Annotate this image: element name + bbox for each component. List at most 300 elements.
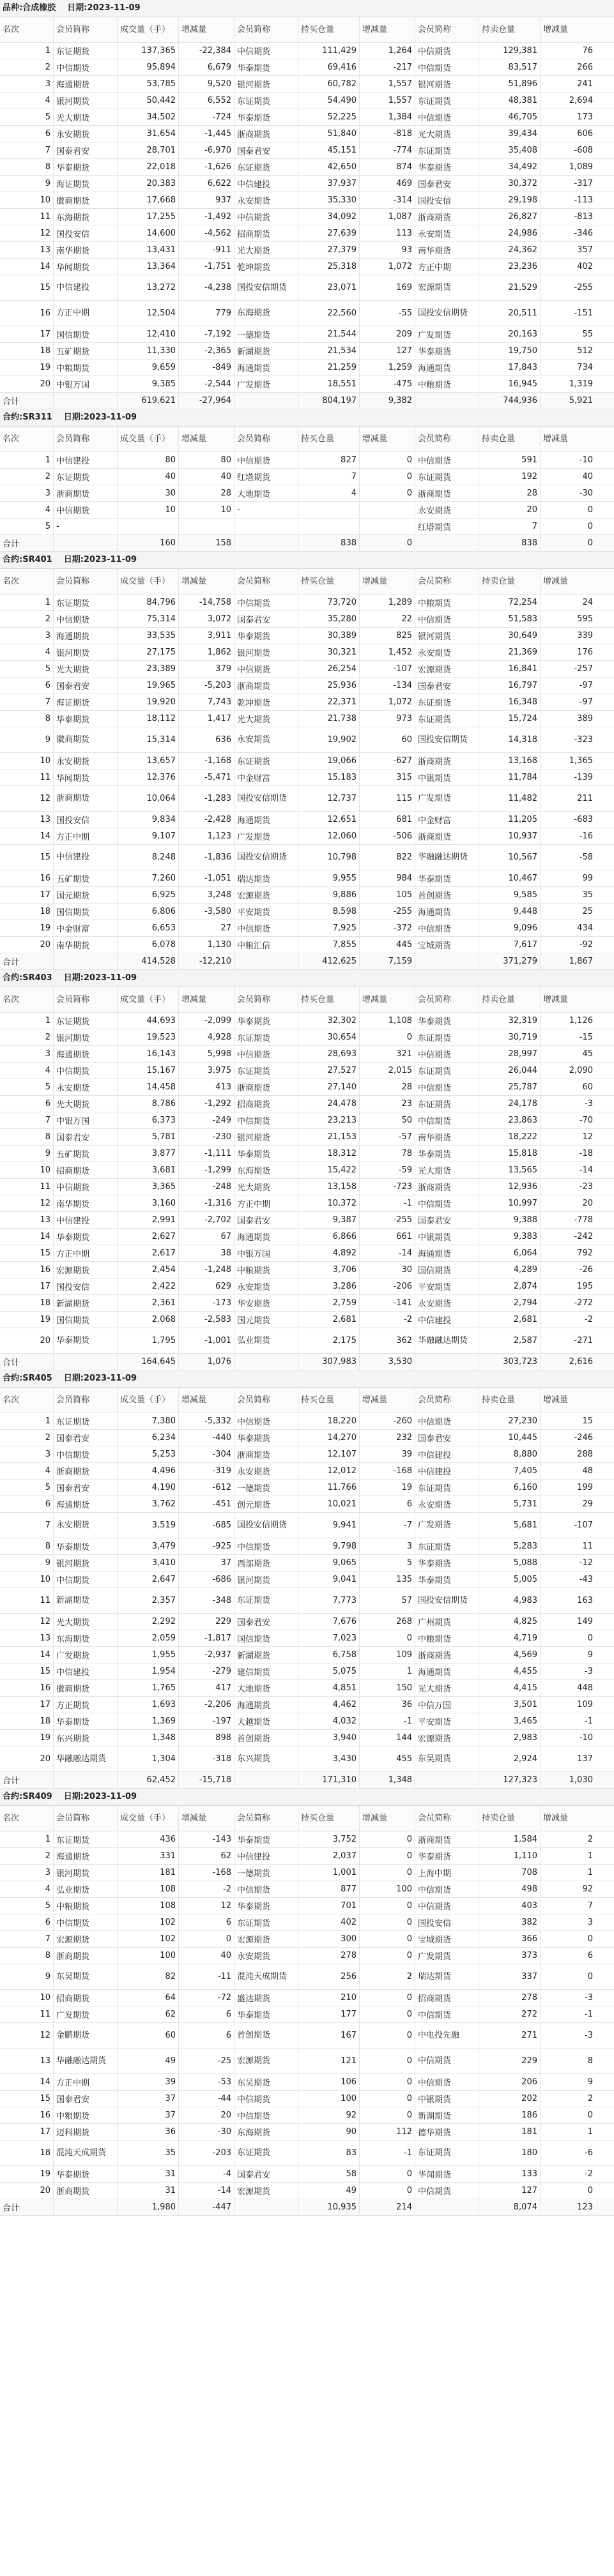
cell-sell-member: 永安期货 bbox=[415, 225, 479, 241]
cell-buy-member: 广发期货 bbox=[234, 828, 298, 844]
cell-volume: 15,314 bbox=[118, 727, 179, 752]
cell-buy-change: 0 bbox=[360, 452, 415, 468]
cell-buy-position: 83 bbox=[298, 2140, 360, 2165]
cell-sell-position: 34,492 bbox=[479, 159, 541, 175]
cell-sell-change: 0 bbox=[587, 2110, 593, 2120]
cell-buy-change: 5 bbox=[360, 1555, 415, 1571]
cell-rank: 20 bbox=[0, 937, 54, 953]
cell-vol-member: 方正中期 bbox=[54, 301, 118, 326]
cell-rank: 14 bbox=[0, 1647, 54, 1663]
cell-sell-position: 5,283 bbox=[479, 1538, 541, 1554]
cell-sell-change: -107 bbox=[574, 1520, 593, 1530]
cell-rank: 7 bbox=[0, 694, 54, 710]
cell-rank: 8 bbox=[0, 159, 54, 175]
cell-sell-change: -813 bbox=[574, 212, 593, 222]
cell-buy-position: 7,773 bbox=[298, 1588, 360, 1613]
total-row bbox=[0, 2199, 614, 2216]
cell-buy-change: 0 bbox=[360, 2183, 415, 2199]
cell-sell-change: 2,694 bbox=[569, 96, 593, 105]
cell-buy-member: 国信期货 bbox=[234, 1630, 298, 1646]
cell-volume: 4,190 bbox=[118, 1480, 179, 1496]
table-row bbox=[0, 1146, 614, 1162]
table-row bbox=[0, 828, 614, 845]
table-row bbox=[0, 1697, 614, 1713]
cell-rank: 20 bbox=[0, 1746, 54, 1771]
cell-buy-position: 4,892 bbox=[298, 1245, 360, 1261]
table-row bbox=[0, 769, 614, 786]
cell-sell-member: 宏源期货 bbox=[415, 661, 479, 677]
cell-buy-member: 银河期货 bbox=[234, 644, 298, 660]
cell-buy-change: -1 bbox=[360, 1195, 415, 1211]
cell-volume: 3,479 bbox=[118, 1538, 179, 1554]
cell-volume-change: -1,626 bbox=[179, 159, 234, 175]
cell-buy-member: 新湖期货 bbox=[234, 343, 298, 359]
cell-buy-position: 45,151 bbox=[298, 142, 360, 158]
cell-sell-change: 0 bbox=[587, 1972, 593, 1981]
cell-buy-position: 30,654 bbox=[298, 1029, 360, 1045]
cell-volume-change: -1,817 bbox=[179, 1630, 234, 1646]
table-row bbox=[0, 786, 614, 812]
cell-buy-change: -1 bbox=[360, 1713, 415, 1729]
total-buy-position: 838 bbox=[298, 535, 360, 551]
table-row bbox=[0, 192, 614, 209]
cell-sell-position: 11,482 bbox=[479, 786, 541, 811]
cell-vol-member: 五矿期货 bbox=[54, 1146, 118, 1162]
cell-sell-position: 129,381 bbox=[479, 43, 541, 59]
cell-volume-change: -197 bbox=[179, 1713, 234, 1729]
table-row bbox=[0, 225, 614, 242]
cell-sell-member: 永安期货 bbox=[415, 1295, 479, 1311]
cell-volume: 3,365 bbox=[118, 1179, 179, 1195]
cell-rank: 19 bbox=[0, 1730, 54, 1746]
cell-buy-member: 新湖期货 bbox=[234, 1647, 298, 1663]
cell-buy-change: 60 bbox=[360, 727, 415, 752]
column-header-sell-change: 增减量 bbox=[543, 994, 569, 1004]
cell-buy-change: -372 bbox=[360, 920, 415, 936]
cell-buy-position: 27,639 bbox=[298, 225, 360, 241]
cell-sell-member: 海通期货 bbox=[415, 1663, 479, 1679]
cell-sell-position: 10,997 bbox=[479, 1195, 541, 1211]
cell-volume: 18,112 bbox=[118, 711, 179, 727]
cell-volume: 28,701 bbox=[118, 142, 179, 158]
cell-sell-member: 中信期货 bbox=[415, 1898, 479, 1914]
cell-rank: 12 bbox=[0, 225, 54, 241]
cell-buy-position: 8,598 bbox=[298, 904, 360, 920]
cell-vol-member: 东海期货 bbox=[54, 209, 118, 225]
cell-sell-member: 中信期货 bbox=[415, 920, 479, 936]
cell-sell-member: 广发期货 bbox=[415, 1948, 479, 1964]
cell-rank: 2 bbox=[0, 611, 54, 627]
cell-rank: 18 bbox=[0, 343, 54, 359]
cell-rank: 10 bbox=[0, 1572, 54, 1587]
cell-rank: 18 bbox=[0, 2140, 54, 2165]
cell-volume: 53,785 bbox=[118, 76, 179, 92]
column-header-vol-member: 会员简称 bbox=[54, 17, 118, 42]
total-buy-position: 412,625 bbox=[298, 953, 360, 969]
section-header bbox=[0, 970, 614, 987]
cell-vol-member: 南华期货 bbox=[54, 242, 118, 258]
cell-volume-change: 67 bbox=[179, 1229, 234, 1245]
cell-rank: 16 bbox=[0, 1262, 54, 1278]
total-volume-change: -15,718 bbox=[179, 1772, 234, 1788]
cell-buy-position: 4 bbox=[298, 485, 360, 501]
column-header-rank: 名次 bbox=[0, 427, 54, 451]
column-header-buy-position: 持买仓量 bbox=[298, 1388, 360, 1413]
cell-buy-change: 39 bbox=[360, 1446, 415, 1462]
cell-sell-position: 48,381 bbox=[479, 93, 541, 109]
cell-volume-change: -685 bbox=[179, 1513, 234, 1538]
cell-rank: 4 bbox=[0, 1063, 54, 1079]
cell-rank: 18 bbox=[0, 1713, 54, 1729]
cell-sell-change: 0 bbox=[587, 1633, 593, 1643]
cell-sell-change: 792 bbox=[577, 1248, 593, 1258]
cell-vol-member: 中信期货 bbox=[54, 1179, 118, 1195]
cell-sell-change: -113 bbox=[574, 195, 593, 205]
cell-volume: 108 bbox=[118, 1898, 179, 1914]
table-row bbox=[0, 360, 614, 376]
cell-buy-position: 28,693 bbox=[298, 1046, 360, 1062]
cell-vol-member: 迈科期货 bbox=[54, 2124, 118, 2140]
cell-sell-change: 149 bbox=[577, 1617, 593, 1626]
cell-vol-member: 海通期货 bbox=[54, 1046, 118, 1062]
column-header-volume: 成交量（手） bbox=[118, 1388, 179, 1413]
column-header-sell-member: 会员简称 bbox=[415, 569, 479, 594]
cell-buy-change: -723 bbox=[360, 1179, 415, 1195]
cell-volume: 12,376 bbox=[118, 769, 179, 785]
table-row bbox=[0, 1647, 614, 1663]
cell-buy-position: 7,023 bbox=[298, 1630, 360, 1646]
column-header-sell-member: 会员简称 bbox=[415, 987, 479, 1012]
table-row bbox=[0, 485, 614, 502]
cell-vol-member: 华融融达期货 bbox=[54, 1746, 118, 1771]
cell-sell-change: -16 bbox=[579, 831, 593, 841]
table-row bbox=[0, 242, 614, 259]
cell-vol-member: 华泰期货 bbox=[54, 1538, 118, 1554]
cell-sell-change: 0 bbox=[587, 1934, 593, 1944]
cell-buy-change: 681 bbox=[360, 812, 415, 828]
cell-buy-member: 中信期货 bbox=[234, 595, 298, 610]
total-sell-member bbox=[415, 393, 479, 409]
cell-buy-change: 100 bbox=[360, 1881, 415, 1897]
cell-sell-member: 永安期货 bbox=[415, 1496, 479, 1512]
cell-sell-member: 东证期货 bbox=[415, 1063, 479, 1079]
cell-buy-member: 银河期货 bbox=[234, 76, 298, 92]
cell-buy-member: 宏源期货 bbox=[234, 2049, 298, 2073]
cell-buy-change: 1,087 bbox=[360, 209, 415, 225]
cell-buy-position: 19,902 bbox=[298, 727, 360, 752]
cell-sell-change: 163 bbox=[577, 1596, 593, 1605]
cell-rank: 6 bbox=[0, 1496, 54, 1512]
cell-buy-change: -818 bbox=[360, 126, 415, 142]
column-header-buy-member: 会员简称 bbox=[234, 427, 298, 451]
table-row bbox=[0, 595, 614, 611]
cell-volume-change: -686 bbox=[179, 1572, 234, 1587]
cell-volume: 15,167 bbox=[118, 1063, 179, 1079]
cell-sell-change: -97 bbox=[579, 697, 593, 707]
cell-vol-member: 招商期货 bbox=[54, 1990, 118, 2006]
table-row bbox=[0, 1229, 614, 1245]
cell-buy-member: 浙商期货 bbox=[234, 1079, 298, 1095]
table-row bbox=[0, 2107, 614, 2124]
cell-buy-change: 1,557 bbox=[360, 76, 415, 92]
total-row bbox=[0, 1772, 614, 1789]
cell-volume: 37 bbox=[118, 2091, 179, 2107]
cell-volume: 2,647 bbox=[118, 1572, 179, 1587]
cell-vol-member: 东证期货 bbox=[54, 469, 118, 485]
cell-sell-position: 16,841 bbox=[479, 661, 541, 677]
cell-volume-change: 413 bbox=[179, 1079, 234, 1095]
cell-sell-member: 浙商期货 bbox=[415, 1831, 479, 1847]
cell-volume-change: 229 bbox=[179, 1614, 234, 1630]
variety-value: SR403 bbox=[22, 973, 52, 983]
cell-volume: 2,361 bbox=[118, 1295, 179, 1311]
table-row bbox=[0, 611, 614, 628]
cell-sell-change: 357 bbox=[577, 245, 593, 255]
cell-sell-position: 229 bbox=[479, 2049, 541, 2073]
cell-volume: 62 bbox=[118, 2006, 179, 2022]
table-row bbox=[0, 1278, 614, 1295]
cell-sell-change: 11 bbox=[582, 1542, 593, 1551]
cell-rank: 1 bbox=[0, 452, 54, 468]
table-row bbox=[0, 694, 614, 711]
cell-volume: 6,806 bbox=[118, 904, 179, 920]
cell-buy-change: 321 bbox=[360, 1046, 415, 1062]
cell-buy-position: 3,706 bbox=[298, 1262, 360, 1278]
cell-sell-position: 21,529 bbox=[479, 275, 541, 300]
cell-buy-change: 112 bbox=[360, 2124, 415, 2140]
cell-rank: 1 bbox=[0, 1831, 54, 1847]
table-row bbox=[0, 1063, 614, 1079]
cell-vol-member: 光大期货 bbox=[54, 661, 118, 677]
cell-sell-position: 2,924 bbox=[479, 1746, 541, 1771]
cell-rank: 13 bbox=[0, 242, 54, 258]
cell-vol-member: 国泰君安 bbox=[54, 142, 118, 158]
cell-sell-position: 7,617 bbox=[479, 937, 541, 953]
cell-vol-member: 光大期货 bbox=[54, 1096, 118, 1112]
cell-rank: 15 bbox=[0, 2091, 54, 2107]
cell-volume-change: -1,168 bbox=[179, 753, 234, 769]
cell-rank: 2 bbox=[0, 1848, 54, 1864]
cell-volume bbox=[118, 519, 179, 534]
column-header-sell-position: 持卖仓量 bbox=[479, 1806, 541, 1831]
cell-volume: 1,369 bbox=[118, 1713, 179, 1729]
cell-volume-change: -1,751 bbox=[179, 259, 234, 275]
cell-vol-member: 国泰君安 bbox=[54, 1430, 118, 1446]
total-vol-member bbox=[54, 535, 118, 551]
cell-buy-change: 661 bbox=[360, 1229, 415, 1245]
total-volume: 160 bbox=[118, 535, 179, 551]
cell-buy-position: 3,752 bbox=[298, 1831, 360, 1847]
cell-buy-member: 银河期货 bbox=[234, 1572, 298, 1587]
cell-buy-change: -168 bbox=[360, 1463, 415, 1479]
cell-rank: 14 bbox=[0, 2074, 54, 2090]
cell-buy-position: 18,551 bbox=[298, 376, 360, 392]
cell-buy-position: 7,676 bbox=[298, 1614, 360, 1630]
cell-rank: 2 bbox=[0, 59, 54, 75]
cell-sell-change: 1 bbox=[587, 2127, 593, 2137]
cell-buy-position: 3,286 bbox=[298, 1278, 360, 1294]
cell-volume: 10 bbox=[118, 502, 179, 518]
cell-buy-position: 9,387 bbox=[298, 1212, 360, 1228]
cell-volume: 7,380 bbox=[118, 1413, 179, 1429]
rank-section bbox=[0, 970, 614, 1370]
cell-volume-change: -30 bbox=[179, 2124, 234, 2140]
cell-buy-position: 32,302 bbox=[298, 1013, 360, 1029]
cell-buy-position: 2,681 bbox=[298, 1312, 360, 1328]
cell-buy-position: 60,782 bbox=[298, 76, 360, 92]
cell-sell-member: 上海中期 bbox=[415, 1865, 479, 1881]
cell-buy-member: 创元期货 bbox=[234, 1496, 298, 1512]
table-row bbox=[0, 209, 614, 225]
cell-volume-change: -1,292 bbox=[179, 1096, 234, 1112]
cell-buy-position: 13,158 bbox=[298, 1179, 360, 1195]
cell-buy-member: 中信期货 bbox=[234, 1538, 298, 1554]
cell-rank: 8 bbox=[0, 1948, 54, 1964]
cell-vol-member: 华融融达期货 bbox=[54, 2049, 118, 2073]
cell-sell-member: 中银期货 bbox=[415, 769, 479, 785]
table-row bbox=[0, 1630, 614, 1647]
column-header-volume-change: 增减量 bbox=[179, 569, 234, 594]
cell-sell-member: 东证期货 bbox=[415, 694, 479, 710]
total-rank: 合计 bbox=[0, 1772, 54, 1788]
total-vol-member bbox=[54, 2199, 118, 2215]
cell-buy-change: 362 bbox=[360, 1328, 415, 1353]
table-row bbox=[0, 1948, 614, 1964]
cell-sell-change: 0 bbox=[587, 522, 593, 531]
cell-sell-position: 10,467 bbox=[479, 870, 541, 886]
total-vol-member bbox=[54, 953, 118, 969]
cell-sell-change: 288 bbox=[577, 1450, 593, 1459]
cell-sell-change: 48 bbox=[582, 1466, 593, 1476]
total-vol-member bbox=[54, 393, 118, 409]
cell-volume: 8,786 bbox=[118, 1096, 179, 1112]
column-header-sell-change: 增减量 bbox=[543, 1813, 569, 1823]
cell-sell-position: 24,362 bbox=[479, 242, 541, 258]
cell-buy-position: 22,371 bbox=[298, 694, 360, 710]
cell-buy-change: -627 bbox=[360, 753, 415, 769]
cell-vol-member: 五矿期货 bbox=[54, 343, 118, 359]
cell-buy-change: 0 bbox=[360, 1630, 415, 1646]
table-row bbox=[0, 2183, 614, 2199]
cell-volume-change: 0 bbox=[179, 1931, 234, 1947]
cell-sell-member: 东证期货 bbox=[415, 2140, 479, 2165]
cell-sell-change: -255 bbox=[574, 283, 593, 292]
cell-sell-member: 中信期货 bbox=[415, 452, 479, 468]
variety-label: 品种: bbox=[3, 3, 23, 13]
cell-volume-change: -44 bbox=[179, 2091, 234, 2107]
cell-sell-member: 华泰期货 bbox=[415, 159, 479, 175]
cell-sell-member: 宏源期货 bbox=[415, 1730, 479, 1746]
cell-sell-position: 15,818 bbox=[479, 1146, 541, 1162]
cell-buy-member: 首创期货 bbox=[234, 1730, 298, 1746]
total-buy-member bbox=[234, 393, 298, 409]
table-row bbox=[0, 1881, 614, 1898]
variety-label: 合约: bbox=[3, 555, 23, 564]
cell-buy-member: 华泰期货 bbox=[234, 1013, 298, 1029]
cell-rank: 11 bbox=[0, 1588, 54, 1613]
cell-buy-position: 90 bbox=[298, 2124, 360, 2140]
cell-sell-position: 9,383 bbox=[479, 1229, 541, 1245]
cell-buy-change: 150 bbox=[360, 1680, 415, 1696]
cell-buy-position: 92 bbox=[298, 2107, 360, 2123]
cell-sell-change: -608 bbox=[574, 146, 593, 155]
cell-rank: 11 bbox=[0, 2006, 54, 2022]
section-header bbox=[0, 552, 614, 569]
cell-rank: 4 bbox=[0, 93, 54, 109]
variety-value: SR401 bbox=[22, 555, 52, 564]
cell-buy-position: 256 bbox=[298, 1964, 360, 1989]
cell-rank: 11 bbox=[0, 1179, 54, 1195]
cell-sell-change: -242 bbox=[574, 1232, 593, 1241]
cell-volume-change: 379 bbox=[179, 661, 234, 677]
cell-buy-position: 18,220 bbox=[298, 1413, 360, 1429]
table-row bbox=[0, 845, 614, 870]
cell-sell-position: 7,405 bbox=[479, 1463, 541, 1479]
total-volume-change: 1,076 bbox=[179, 1354, 234, 1370]
total-rank: 合计 bbox=[0, 393, 54, 409]
cell-sell-position: 7 bbox=[479, 519, 541, 534]
cell-sell-position: 10,445 bbox=[479, 1430, 541, 1446]
cell-sell-change: -2 bbox=[585, 2169, 593, 2179]
cell-rank: 3 bbox=[0, 485, 54, 501]
cell-buy-member: 华泰期货 bbox=[234, 1831, 298, 1847]
cell-vol-member: 永安期货 bbox=[54, 1079, 118, 1095]
cell-sell-change: 512 bbox=[577, 346, 593, 356]
cell-vol-member: 中信期货 bbox=[54, 1572, 118, 1587]
section-header bbox=[0, 1370, 614, 1388]
cell-sell-position: 498 bbox=[479, 1881, 541, 1897]
column-header-sell-position: 持卖仓量 bbox=[479, 17, 541, 42]
cell-volume: 1,348 bbox=[118, 1730, 179, 1746]
cell-volume-change: -72 bbox=[179, 1990, 234, 2006]
table-row bbox=[0, 1538, 614, 1555]
cell-volume: 27,175 bbox=[118, 644, 179, 660]
cell-volume: 13,431 bbox=[118, 242, 179, 258]
cell-rank: 5 bbox=[0, 661, 54, 677]
cell-buy-position: 11,766 bbox=[298, 1480, 360, 1496]
cell-sell-member: 中信期货 bbox=[415, 2183, 479, 2199]
cell-buy-position: 15,183 bbox=[298, 769, 360, 785]
cell-volume: 9,659 bbox=[118, 360, 179, 375]
cell-vol-member: 浙商期货 bbox=[54, 786, 118, 811]
rank-section bbox=[0, 409, 614, 552]
table-row bbox=[0, 628, 614, 644]
cell-rank: 7 bbox=[0, 1513, 54, 1538]
cell-buy-member: 方正中期 bbox=[234, 1195, 298, 1211]
cell-rank: 17 bbox=[0, 326, 54, 342]
cell-volume: 2,454 bbox=[118, 1262, 179, 1278]
column-header-row bbox=[0, 427, 614, 452]
cell-volume-change: -173 bbox=[179, 1295, 234, 1311]
cell-rank: 3 bbox=[0, 628, 54, 644]
cell-vol-member: 华泰期货 bbox=[54, 1713, 118, 1729]
cell-sell-member: 永安期货 bbox=[415, 502, 479, 518]
cell-sell-change: -58 bbox=[579, 852, 593, 862]
cell-sell-position: 9,585 bbox=[479, 887, 541, 903]
cell-buy-position: 12,012 bbox=[298, 1463, 360, 1479]
cell-buy-position: 5,075 bbox=[298, 1663, 360, 1679]
table-row bbox=[0, 920, 614, 937]
column-header-vol-member: 会员简称 bbox=[54, 569, 118, 594]
cell-buy-change: 30 bbox=[360, 1262, 415, 1278]
cell-rank: 1 bbox=[0, 43, 54, 59]
cell-volume-change: 28 bbox=[179, 485, 234, 501]
table-row bbox=[0, 2140, 614, 2166]
cell-buy-member: 东证期货 bbox=[234, 1914, 298, 1930]
cell-rank: 5 bbox=[0, 1898, 54, 1914]
cell-buy-position: 27,527 bbox=[298, 1063, 360, 1079]
cell-buy-member: 永安期货 bbox=[234, 1278, 298, 1294]
